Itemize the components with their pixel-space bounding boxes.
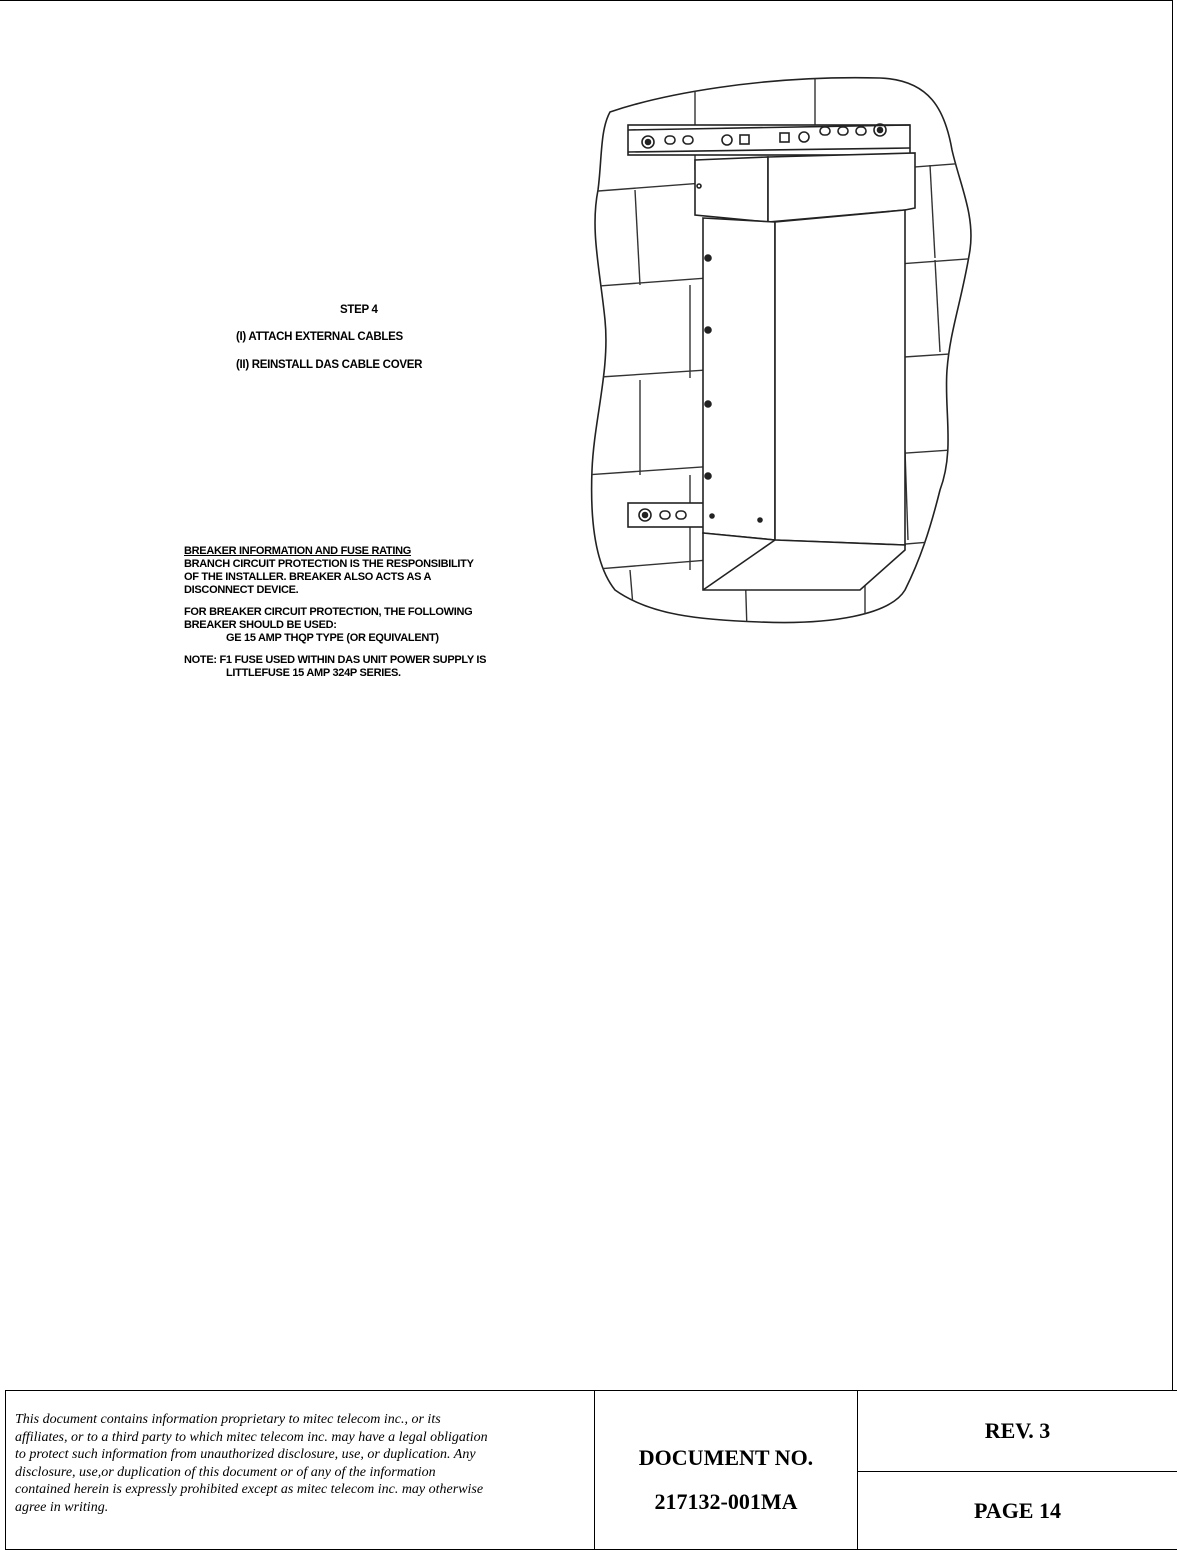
breaker-text-line: DISCONNECT DEVICE. (184, 584, 299, 596)
document-number: 217132-001MA (654, 1489, 798, 1514)
proprietary-notice (5, 1391, 595, 1549)
notice-line: contained herein is expressly prohibited except as mitec telecom inc. may otherwise (15, 1482, 484, 1497)
page-border-right (1172, 0, 1173, 1390)
step-item-attach-cables: (I) ATTACH EXTERNAL CABLES (236, 331, 403, 343)
notice-line: to protect such information from unauthorized disclosure, use, or duplication. Any (15, 1447, 476, 1462)
breaker-text-line: BRANCH CIRCUIT PROTECTION IS THE RESPONSIBILITY (184, 558, 474, 570)
document-number-label: DOCUMENT NO. (638, 1445, 814, 1470)
fuse-note: NOTE: F1 FUSE USED WITHIN DAS UNIT POWER SUPPLY IS (184, 654, 487, 666)
document-number-cell (595, 1391, 858, 1549)
das-enclosure-drawing (585, 75, 980, 635)
page-number: PAGE 14 (974, 1498, 1061, 1523)
notice-line: disclosure, use,or duplication of this document or of any of the information (15, 1464, 436, 1480)
breaker-text-line: BREAKER SHOULD BE USED: (184, 619, 337, 631)
breaker-heading: BREAKER INFORMATION AND FUSE RATING (184, 545, 412, 557)
title-block (5, 1390, 1177, 1550)
step-item-reinstall-cover: (II) REINSTALL DAS CABLE COVER (236, 359, 423, 371)
breaker-information (184, 545, 564, 680)
notice-line: affiliates, or to a third party to which mitec telecom inc. may have a legal obligation (15, 1429, 488, 1445)
breaker-text-line: OF THE INSTALLER. BREAKER ALSO ACTS AS A (184, 571, 432, 583)
page-border-top (0, 0, 1172, 1)
revision: REV. 3 (858, 1391, 1177, 1472)
notice-line: This document contains information proprietary to mitec telecom inc., or its (15, 1412, 441, 1427)
breaker-model: GE 15 AMP THQP TYPE (OR EQUIVALENT) (226, 632, 439, 644)
notice-line: agree in writing. (15, 1499, 109, 1515)
breaker-text-line: FOR BREAKER CIRCUIT PROTECTION, THE FOLLOWING (184, 606, 473, 618)
fuse-model: LITTLEFUSE 15 AMP 324P SERIES. (226, 667, 401, 679)
step-title: STEP 4 (340, 304, 378, 316)
